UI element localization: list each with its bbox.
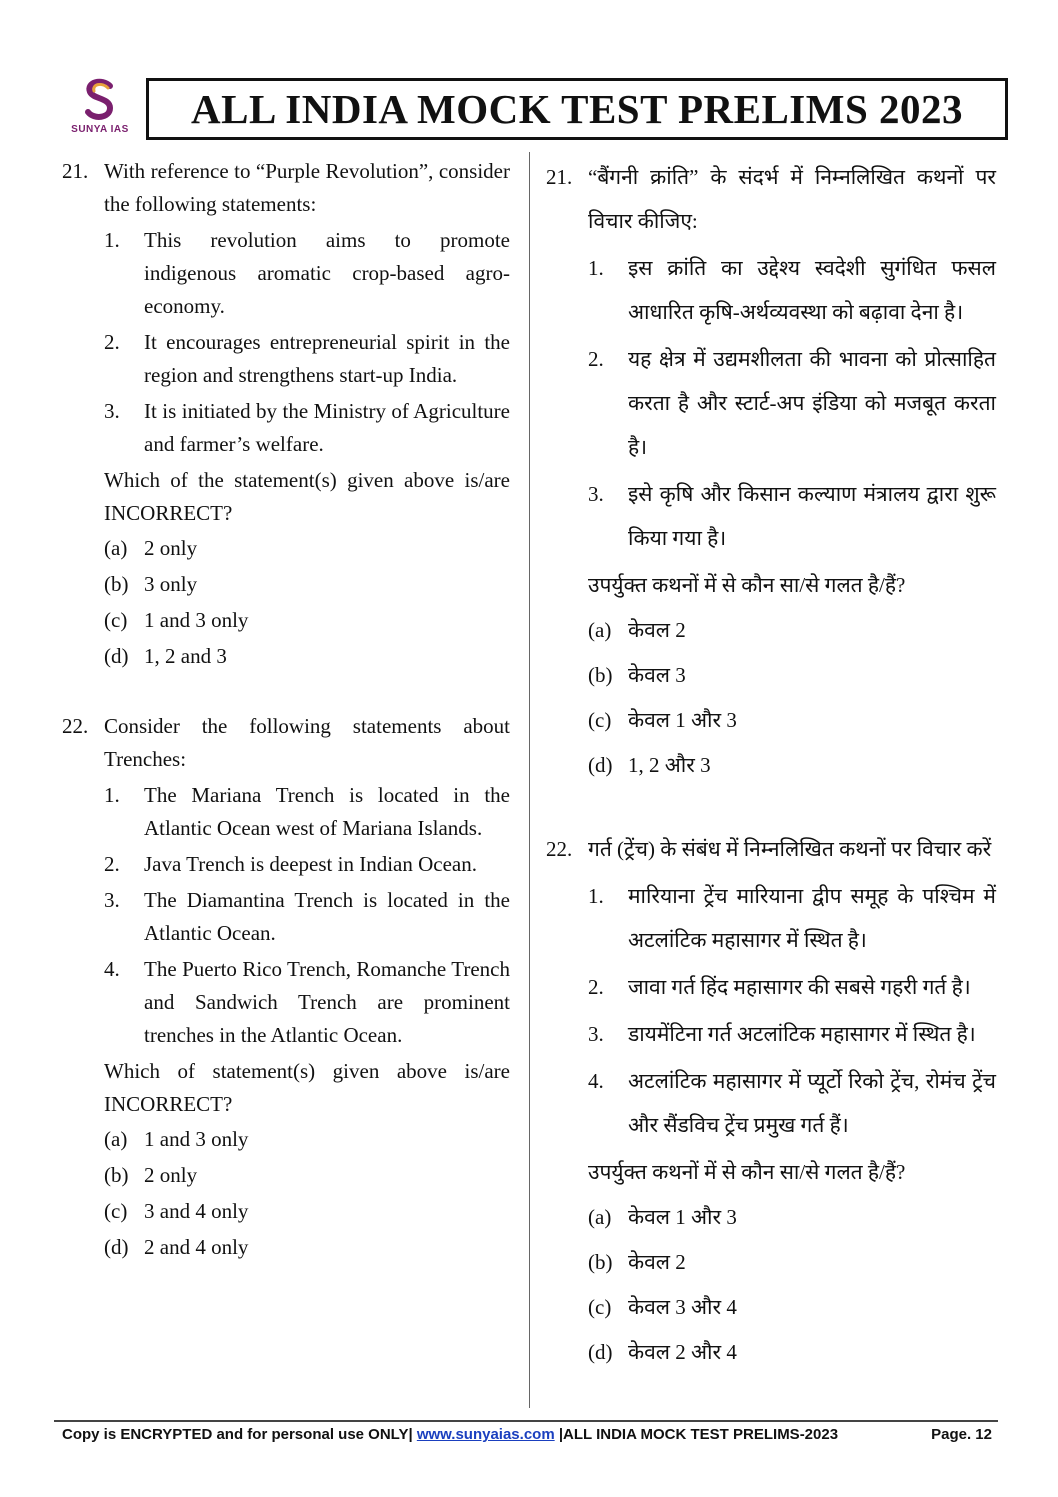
option-text: केवल 2 — [628, 617, 686, 642]
question-21-en — [62, 155, 510, 221]
footer-test-name: |ALL INDIA MOCK TEST PRELIMS-2023 — [554, 1426, 839, 1443]
page-title: ALL INDIA MOCK TEST PRELIMS 2023 — [190, 86, 964, 132]
option-text: केवल 3 और 4 — [628, 1294, 737, 1319]
option-a[interactable] — [588, 1194, 996, 1239]
footer-notice: Copy is ENCRYPTED and for personal use ONLY| — [62, 1426, 417, 1443]
statement — [588, 965, 996, 1009]
statement-number: 2. — [588, 975, 604, 999]
option-text: केवल 1 और 3 — [628, 707, 737, 732]
question-21-hi — [546, 155, 996, 243]
question-number: 22. — [62, 714, 89, 738]
option-a[interactable] — [104, 530, 510, 566]
option-text: 2 and 4 only — [144, 1234, 249, 1259]
option-c[interactable] — [588, 1284, 996, 1329]
option-letter: (d) — [104, 1234, 129, 1259]
statement-text: It is initiated by the Ministry of Agriculture and farmer’s welfare. — [144, 399, 510, 456]
statement-number: 3. — [104, 399, 120, 423]
question-22-en — [62, 710, 510, 776]
statement-text: अटलांटिक महासागर में प्यूर्टो रिको ट्रेंच, रोमंच ट्रेंच और सैंडविच ट्रेंच प्रमुख गर्त हैं। — [628, 1069, 996, 1137]
statement — [104, 884, 510, 950]
statement-text: The Puerto Rico Trench, Romanche Trench and Sandwich Trench are prominent trenches in the Atlantic Ocean. — [144, 957, 510, 1047]
question-prompt: Which of the statement(s) given above is/are INCORRECT? — [104, 468, 510, 525]
statement — [104, 848, 510, 881]
statement-number: 3. — [588, 1022, 604, 1046]
statement-text: यह क्षेत्र में उद्यमशीलता की भावना को प्रोत्साहित करता है और स्टार्ट-अप इंडिया को मजबूत करता है। — [628, 347, 996, 459]
option-letter: (d) — [104, 643, 129, 668]
option-letter: (a) — [104, 535, 128, 560]
statement — [104, 395, 510, 461]
option-d[interactable] — [588, 1329, 996, 1374]
statement — [588, 1059, 996, 1147]
option-letter: (a) — [104, 1126, 128, 1151]
hindi-column — [546, 155, 996, 1374]
statement — [104, 779, 510, 845]
question-text: गर्त (ट्रेंच) के संबंध में निम्नलिखित कथनों पर विचार करें — [588, 837, 992, 861]
statement — [588, 337, 996, 469]
question-number: 21. — [546, 165, 573, 189]
sunya-ias-logo — [60, 78, 140, 140]
option-text: केवल 2 और 4 — [628, 1339, 737, 1364]
option-text: 1 and 3 only — [144, 607, 249, 632]
option-text: 2 only — [144, 535, 198, 560]
option-text: केवल 1 और 3 — [628, 1204, 737, 1229]
statement-text: This revolution aims to promote indigenous aromatic crop-based agro-economy. — [144, 228, 510, 318]
statement-number: 3. — [588, 482, 604, 506]
statement-number: 2. — [588, 347, 604, 371]
option-text: 1, 2 and 3 — [144, 643, 227, 668]
question-prompt: उपर्युक्त कथनों में से कौन सा/से गलत है/हैं? — [588, 1160, 906, 1184]
option-a[interactable] — [588, 607, 996, 652]
statement-number: 1. — [104, 228, 120, 252]
statement-number: 4. — [104, 957, 120, 981]
title-banner — [146, 78, 1008, 140]
statement — [104, 224, 510, 323]
statement-number: 2. — [104, 852, 120, 876]
website-link[interactable]: www.sunyaias.com — [416, 1426, 555, 1443]
option-text: केवल 3 — [628, 662, 686, 687]
option-letter: (a) — [588, 617, 612, 642]
option-text: 3 and 4 only — [144, 1198, 249, 1223]
english-column — [62, 155, 510, 1265]
statement-text: इस क्रांति का उद्देश्य स्वदेशी सुगंधित फसल आधारित कृषि-अर्थव्यवस्था को बढ़ावा देना है। — [628, 256, 996, 324]
question-prompt: उपर्युक्त कथनों में से कौन सा/से गलत है/हैं? — [588, 573, 906, 597]
footer-divider — [54, 1420, 998, 1422]
option-b[interactable] — [588, 1239, 996, 1284]
statement-text: Java Trench is deepest in Indian Ocean. — [144, 852, 477, 876]
logo-s-icon — [80, 78, 120, 122]
option-text: 1 and 3 only — [144, 1126, 249, 1151]
option-letter: (b) — [104, 571, 129, 596]
option-letter: (b) — [588, 662, 613, 687]
statement — [588, 1012, 996, 1056]
statement-number: 2. — [104, 330, 120, 354]
option-c[interactable] — [588, 697, 996, 742]
statement-text: The Mariana Trench is located in the Atlantic Ocean west of Mariana Islands. — [144, 783, 510, 840]
statement — [104, 953, 510, 1052]
option-d[interactable] — [104, 1229, 510, 1265]
page-footer — [62, 1426, 992, 1443]
statement — [588, 472, 996, 560]
statement-number: 1. — [104, 783, 120, 807]
statement-number: 4. — [588, 1069, 604, 1093]
statement-text: It encourages entrepreneurial spirit in the region and strengthens start-up India. — [144, 330, 510, 387]
option-letter: (b) — [588, 1249, 613, 1274]
option-text: 1, 2 और 3 — [628, 752, 711, 777]
statement-text: मारियाना ट्रेंच मारियाना द्वीप समूह के पश्चिम में अटलांटिक महासागर में स्थित है। — [628, 884, 996, 952]
option-letter: (c) — [588, 707, 612, 732]
option-b[interactable] — [588, 652, 996, 697]
question-number: 22. — [546, 837, 573, 861]
question-prompt: Which of statement(s) given above is/are INCORRECT? — [104, 1059, 510, 1116]
option-letter: (b) — [104, 1162, 129, 1187]
option-letter: (d) — [588, 1339, 613, 1364]
option-text: केवल 2 — [628, 1249, 686, 1274]
question-text: With reference to “Purple Revolution”, consider the following statements: — [104, 159, 510, 216]
question-22-hi — [546, 827, 996, 871]
statement-text: जावा गर्त हिंद महासागर की सबसे गहरी गर्त है। — [628, 975, 971, 999]
statement — [588, 874, 996, 962]
page-number: Page. 12 — [931, 1426, 992, 1443]
option-letter: (d) — [588, 752, 613, 777]
question-number: 21. — [62, 159, 89, 183]
statement-number: 1. — [588, 256, 604, 280]
statement-text: इसे कृषि और किसान कल्याण मंत्रालय द्वारा शुरू किया गया है। — [628, 482, 996, 550]
option-d[interactable] — [588, 742, 996, 787]
option-text: 2 only — [144, 1162, 198, 1187]
statement — [588, 246, 996, 334]
statement-text: डायमेंटिना गर्त अटलांटिक महासागर में स्थित है। — [628, 1022, 976, 1046]
statement-number: 3. — [104, 888, 120, 912]
option-b[interactable] — [104, 1157, 510, 1193]
column-divider — [529, 152, 530, 1408]
option-d[interactable] — [104, 638, 510, 674]
option-letter: (c) — [588, 1294, 612, 1319]
statement — [104, 326, 510, 392]
logo-text: SUNYA IAS — [71, 124, 129, 135]
question-text: “बैंगनी क्रांति” के संदर्भ में निम्नलिखित कथनों पर विचार कीजिए: — [588, 165, 996, 233]
option-letter: (a) — [588, 1204, 612, 1229]
statement-number: 1. — [588, 884, 604, 908]
option-text: 3 only — [144, 571, 198, 596]
option-b[interactable] — [104, 566, 510, 602]
option-letter: (c) — [104, 1198, 128, 1223]
statement-text: The Diamantina Trench is located in the Atlantic Ocean. — [144, 888, 510, 945]
option-a[interactable] — [104, 1121, 510, 1157]
option-c[interactable] — [104, 1193, 510, 1229]
question-text: Consider the following statements about Trenches: — [104, 714, 510, 771]
option-c[interactable] — [104, 602, 510, 638]
option-letter: (c) — [104, 607, 128, 632]
